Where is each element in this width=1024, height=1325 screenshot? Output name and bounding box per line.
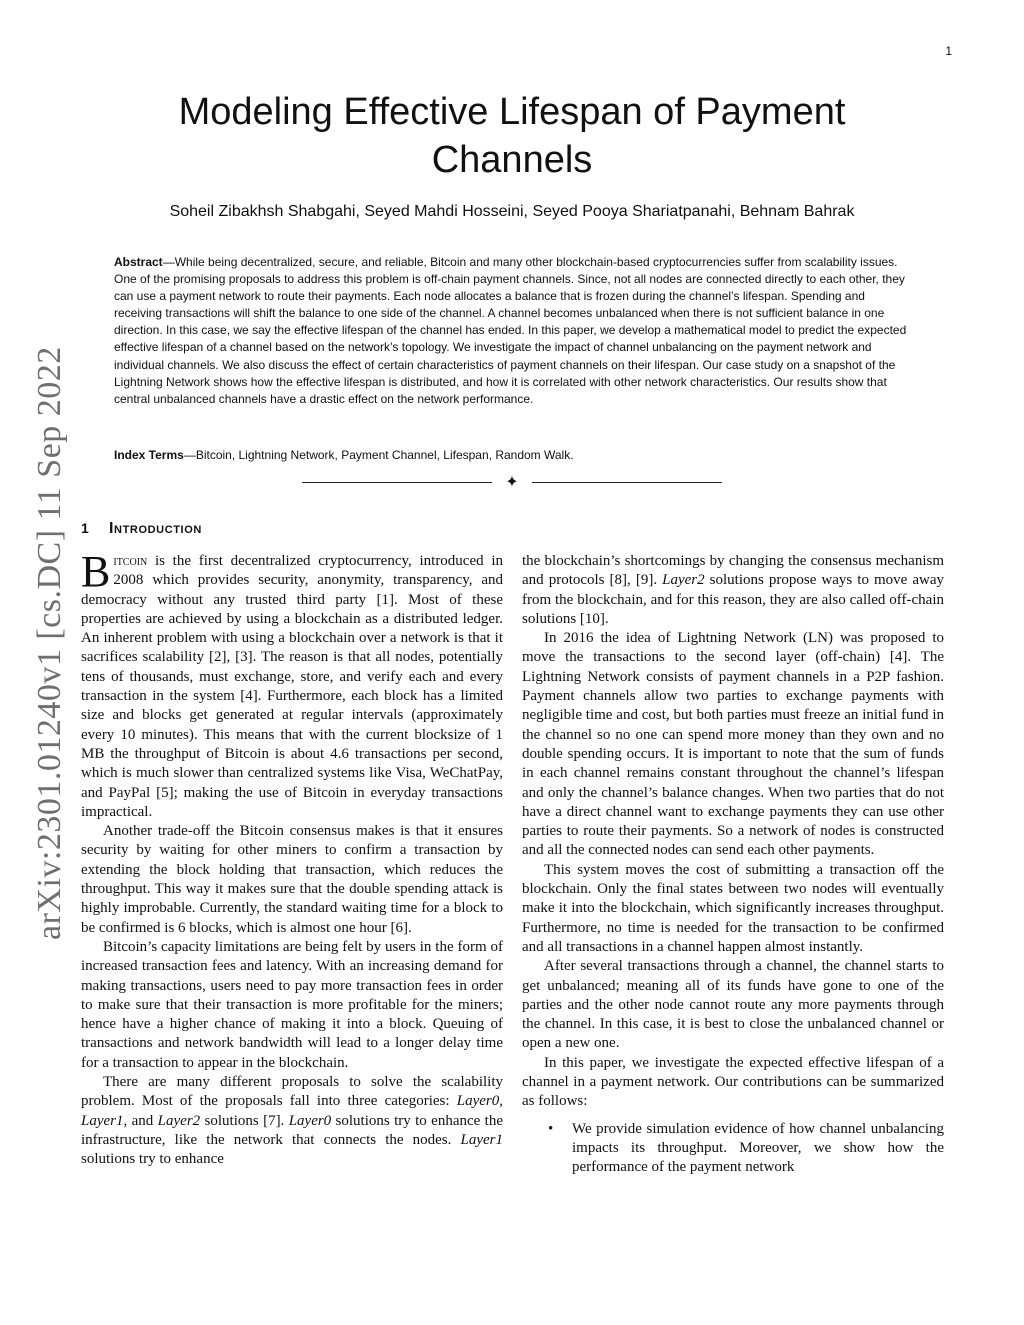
abstract-label: Abstract xyxy=(114,255,163,269)
arxiv-identifier-stamp: arXiv:2301.01240v1 [cs.DC] 11 Sep 2022 xyxy=(31,346,68,940)
paragraph-text: solutions try to enhance the infrastructure, like the network that connects the nodes. xyxy=(81,1112,503,1148)
list-item-text: We provide simulation evidence of how channel unbalancing impacts its throughput. Moreover, we show how the performance of the payment network xyxy=(572,1120,944,1176)
math-term: Layer2 xyxy=(662,572,705,589)
separator-star-icon: ✦ xyxy=(505,472,519,491)
bullet-icon: • xyxy=(548,1120,554,1137)
section-title: Introduction xyxy=(109,520,202,537)
paragraph-text: , and xyxy=(123,1112,158,1129)
math-term: Layer1 xyxy=(81,1112,124,1129)
abstract xyxy=(114,254,910,408)
paragraph: In this paper, we investigate the expected effective lifespan of a channel in a payment network. Our contributions can be summarized as follows: xyxy=(522,1054,944,1110)
index-terms xyxy=(114,447,910,464)
contribution-list xyxy=(522,1120,944,1178)
paragraph-text: solutions try to enhance xyxy=(81,1151,224,1168)
paragraph: Another trade-off the Bitcoin consensus makes is that it ensures security by waiting for other miners to confirm a transaction by extending the block holding that transaction, which reduces the throughput. This way it makes sure that the double spending attack is highly improbable. Currently, the standard waiting time for a block to be confirmed is 6 blocks, which is almost one hour [6]. xyxy=(81,823,503,936)
list-item xyxy=(548,1120,944,1178)
index-terms-text: —Bitcoin, Lightning Network, Payment Channel, Lifespan, Random Walk. xyxy=(183,448,574,462)
separator-line-left xyxy=(302,482,492,483)
paragraph: Bitcoin’s capacity limitations are being felt by users in the form of increased transaction fees and latency. With an increasing demand for making transactions, users need to pay more transaction fees in order to make sure that their transaction is more profitable for the miners; hence have a higher chance of making it into a block. Queuing of transactions and network bandwidth will lead to a longer delay time for a transaction to appear in the blockchain. xyxy=(81,938,503,1071)
math-term: Layer0 xyxy=(456,1093,500,1110)
paragraph xyxy=(522,552,944,629)
index-terms-label: Index Terms xyxy=(114,448,184,462)
small-caps-word: itcoin xyxy=(113,554,148,569)
section-number: 1 xyxy=(81,520,90,536)
math-term: Layer2 xyxy=(157,1112,201,1129)
paragraph: After several transactions through a channel, the channel starts to get unbalanced; meaning all of its funds have gone to one of the parties and the other node cannot route any more payments through the channel. In this case, it is best to close the unbalanced channel or open a new one. xyxy=(522,958,944,1052)
drop-cap: B xyxy=(81,547,111,596)
abstract-text: —While being decentralized, secure, and reliable, Bitcoin and many other blockchain-based cryptocurrencies suffer from scalability issues. One of the promising proposals to address this problem is off-chain payment channels. Since, not all nodes are connected directly to each other, they can use a payment network to route their payments. Each node allocates a balance that is frozen during the channel’s lifespan. Spending and receiving transactions will shift the balance to one side of the channel. A channel becomes unbalanced when there is not sufficient balance in one direction. In this case, we say the effective lifespan of the channel has ended. In this paper, we develop a mathematical model to predict the expected effective lifespan of a channel based on the network’s topology. We investigate the impact of channel unbalancing on the payment network and individual channels. We also discuss the effect of certain characteristics of payment channels on their lifespan. Our case study on a snapshot of the Lightning Network shows how the effective lifespan is distributed, and how it is correlated with other network characteristics. Our results show that central unbalanced channels have a drastic effect on the network performance. xyxy=(114,255,907,406)
left-column xyxy=(81,547,503,1170)
paragraph: This system moves the cost of submitting a transaction off the blockchain. Only the final states between two nodes will eventually make it into the blockchain, which significantly increases throughput. Furthermore, no time is needed for the transaction to be confirmed and all transactions in a channel happen almost instantly. xyxy=(522,861,944,955)
separator-line-right xyxy=(532,482,722,483)
paragraph-text: solutions propose ways to move away from the blockchain, and for this reason, they are also called off-chain solutions [10]. xyxy=(522,572,944,627)
paper-title: Modeling Effective Lifespan of Payment Channels xyxy=(178,91,846,181)
paragraph xyxy=(81,547,503,822)
right-column xyxy=(522,552,944,1178)
paragraph xyxy=(81,1073,503,1169)
author-list: Soheil Zibakhsh Shabgahi, Seyed Mahdi Hosseini, Seyed Pooya Shariatpanahi, Behnam Bahrak xyxy=(169,203,855,220)
page-number: 1 xyxy=(945,44,952,58)
paragraph-text: There are many different proposals to solve the scalability problem. Most of the proposals fall into three categories: xyxy=(81,1074,503,1110)
section-heading xyxy=(81,520,202,538)
paragraph-text: is the first decentralized cryptocurrency, introduced in 2008 which provides security, anonymity, transparency, and democracy without any trusted third party [1]. Most of these properties are achieved by using a blockchain as a distributed ledger. An inherent problem with using a blockchain over a network is that it sacrifices scalability [2], [3]. The reason is that all nodes, potentially tens of thousands, must exchange, store, and verify each and every transaction in the system [4]. Furthermore, each block has a limited size and blocks get generated at regular intervals (approximately every 10 minutes). This means that with the current blocksize of 1 MB the throughput of Bitcoin is about 4.6 transactions per second, which is much slower than centralized systems like Visa, WeChatPay, and PayPal [5]; making the use of Bitcoin in everyday transactions impractical. xyxy=(81,553,503,820)
math-term: Layer0 xyxy=(288,1112,332,1129)
paragraph-text: solutions [7]. xyxy=(200,1112,289,1129)
paragraph: In 2016 the idea of Lightning Network (LN) was proposed to move the transactions to the second layer (off-chain) [4]. The Lightning Network consists of payment channels in a P2P fashion. Payment channels allow two parties to exchange payments with negligible time and cost, but both parties must freeze an initial fund in the channel so no one can spend more money than they own and no double spending occurs. It is important to note that the sum of funds in each channel remains constant throughout the channel’s lifespan and only the channel’s balance changes. When two parties that do not have a direct channel want to exchange payments they can use other parties to route their payments. So a network of nodes is constructed and all the connected nodes can send each other payments. xyxy=(522,630,944,859)
math-term: Layer1 xyxy=(460,1131,503,1148)
paragraph-text: the blockchain’s shortcomings by changing the consensus mechanism and protocols [8], [9]. xyxy=(522,553,944,589)
paragraph-text: , xyxy=(499,1093,503,1110)
